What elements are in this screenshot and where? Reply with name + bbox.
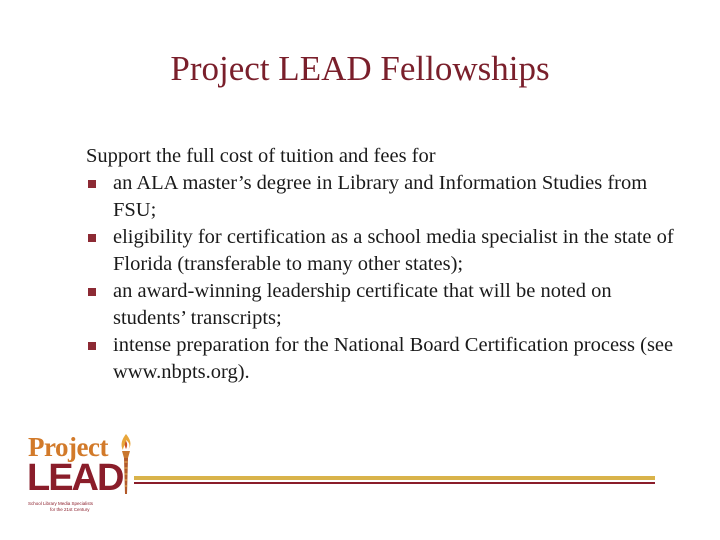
square-bullet-icon — [88, 342, 96, 350]
bullet-item — [86, 332, 686, 386]
slide-body — [86, 143, 686, 386]
bullet-text: an ALA master’s degree in Library and Information Studies from FSU; — [113, 172, 648, 221]
logo-word-project: Project — [28, 432, 108, 462]
logo-subtitle — [28, 501, 128, 513]
bullet-list — [86, 170, 686, 386]
gold-divider — [134, 476, 655, 480]
bullet-text: eligibility for certification as a school media specialist in the state of Florida (transferable to many other states); — [113, 226, 674, 275]
intro-text: Support the full cost of tuition and fees for — [86, 145, 436, 167]
bullet-text: intense preparation for the National Board Certification process (see www.nbpts.org). — [113, 334, 674, 383]
bullet-item — [86, 278, 686, 332]
square-bullet-icon — [88, 288, 96, 296]
torch-icon — [118, 432, 134, 502]
bullet-item — [86, 224, 686, 278]
slide-title: Project LEAD Fellowships — [170, 49, 550, 88]
logo-word-lead: LEAD — [27, 457, 123, 499]
bullet-text: an award-winning leadership certificate that will be noted on students’ transcripts; — [113, 280, 612, 329]
square-bullet-icon — [88, 180, 96, 188]
bullet-item — [86, 170, 686, 224]
logo-subtitle-line: for the 21st Century — [50, 507, 90, 512]
project-lead-logo — [20, 430, 135, 518]
maroon-divider — [134, 482, 655, 484]
logo-subtitle-line: School Library Media Specialists — [28, 501, 94, 506]
square-bullet-icon — [88, 234, 96, 242]
